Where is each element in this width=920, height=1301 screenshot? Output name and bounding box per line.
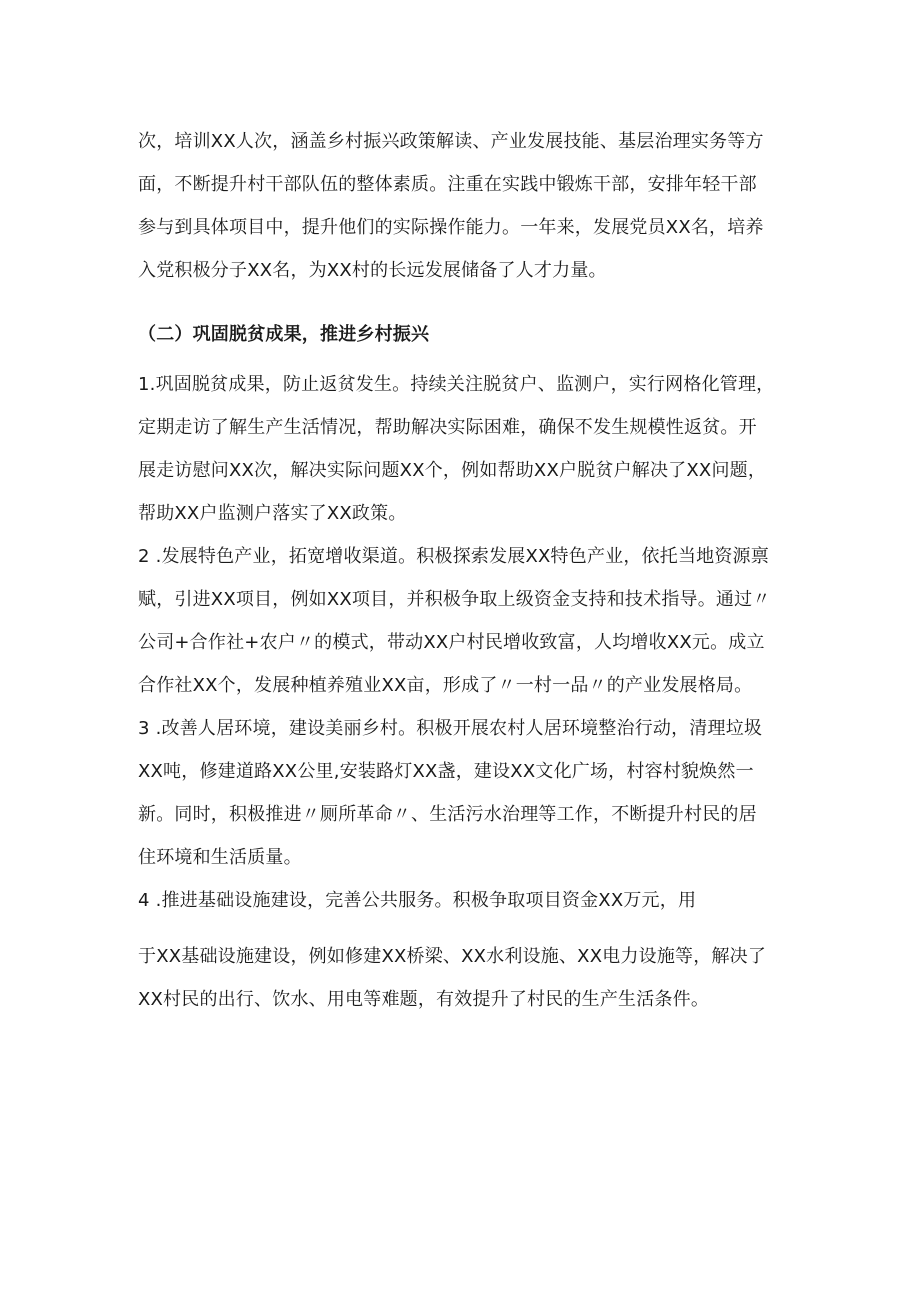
paragraph-line: 次，培训XX人次，涵盖乡村振兴政策解读、产业发展技能、基层治理实务等方 <box>138 131 764 152</box>
paragraph-line: 面，不断提升村干部队伍的整体素质。注重在实践中锻炼干部，安排年轻干部 <box>138 174 757 195</box>
paragraph-line: 于XX基础设施建设，例如修建XX桥梁、XX水利设施、XX电力设施等，解决了 <box>138 946 767 967</box>
paragraph-line: 1.巩固脱贫成果，防止返贫发生。持续关注脱贫户、监测户，实行网格化管理， <box>138 374 775 395</box>
paragraph-line: 合作社XX个，发展种植养殖业XX亩，形成了〃一村一品〃的产业发展格局。 <box>138 675 753 696</box>
section-heading: （二）巩固脱贫成果，推进乡村振兴 <box>138 324 430 345</box>
paragraph-line: XX吨，修建道路XX公里,安装路灯XX盏，建设XX文化广场，村容村貌焕然一 <box>138 761 754 782</box>
paragraph-line: 展走访慰问XX次，解决实际问题XX个，例如帮助XX户脱贫户解决了XX问题， <box>138 460 767 481</box>
paragraph-line: 参与到具体项目中，提升他们的实际操作能力。一年来，发展党员XX名，培养 <box>138 217 764 238</box>
paragraph-line: 2 .发展特色产业，拓宽增收渠道。积极探索发展XX特色产业，依托当地资源禀 <box>138 546 769 567</box>
paragraph-line: 3 .改善人居环境，建设美丽乡村。积极开展农村人居环境整治行动，清理垃圾 <box>138 718 763 739</box>
paragraph-line: 帮助XX户监测户落实了XX政策。 <box>138 503 407 524</box>
paragraph-line: 住环境和生活质量。 <box>138 847 302 868</box>
paragraph-line: XX村民的出行、饮水、用电等难题，有效提升了村民的生产生活条件。 <box>138 989 710 1010</box>
paragraph-line: 公司+合作社+农户〃的模式，带动XX户村民增收致富，人均增收XX元。成立 <box>138 632 765 653</box>
paragraph-line: 赋，引进XX项目，例如XX项目，并积极争取上级资金支持和技术指导。通过〃 <box>138 589 771 610</box>
paragraph-line: 入党积极分子XX名，为XX村的长远发展储备了人才力量。 <box>138 260 607 281</box>
paragraph-line: 新。同时，积极推进〃厕所革命〃、生活污水治理等工作，不断提升村民的居 <box>138 804 757 825</box>
paragraph-line: 4 .推进基础设施建设，完善公共服务。积极争取项目资金XX万元，用 <box>138 890 697 911</box>
paragraph-line: 定期走访了解生产生活情况，帮助解决实际困难，确保不发生规模性返贫。开 <box>138 417 757 438</box>
